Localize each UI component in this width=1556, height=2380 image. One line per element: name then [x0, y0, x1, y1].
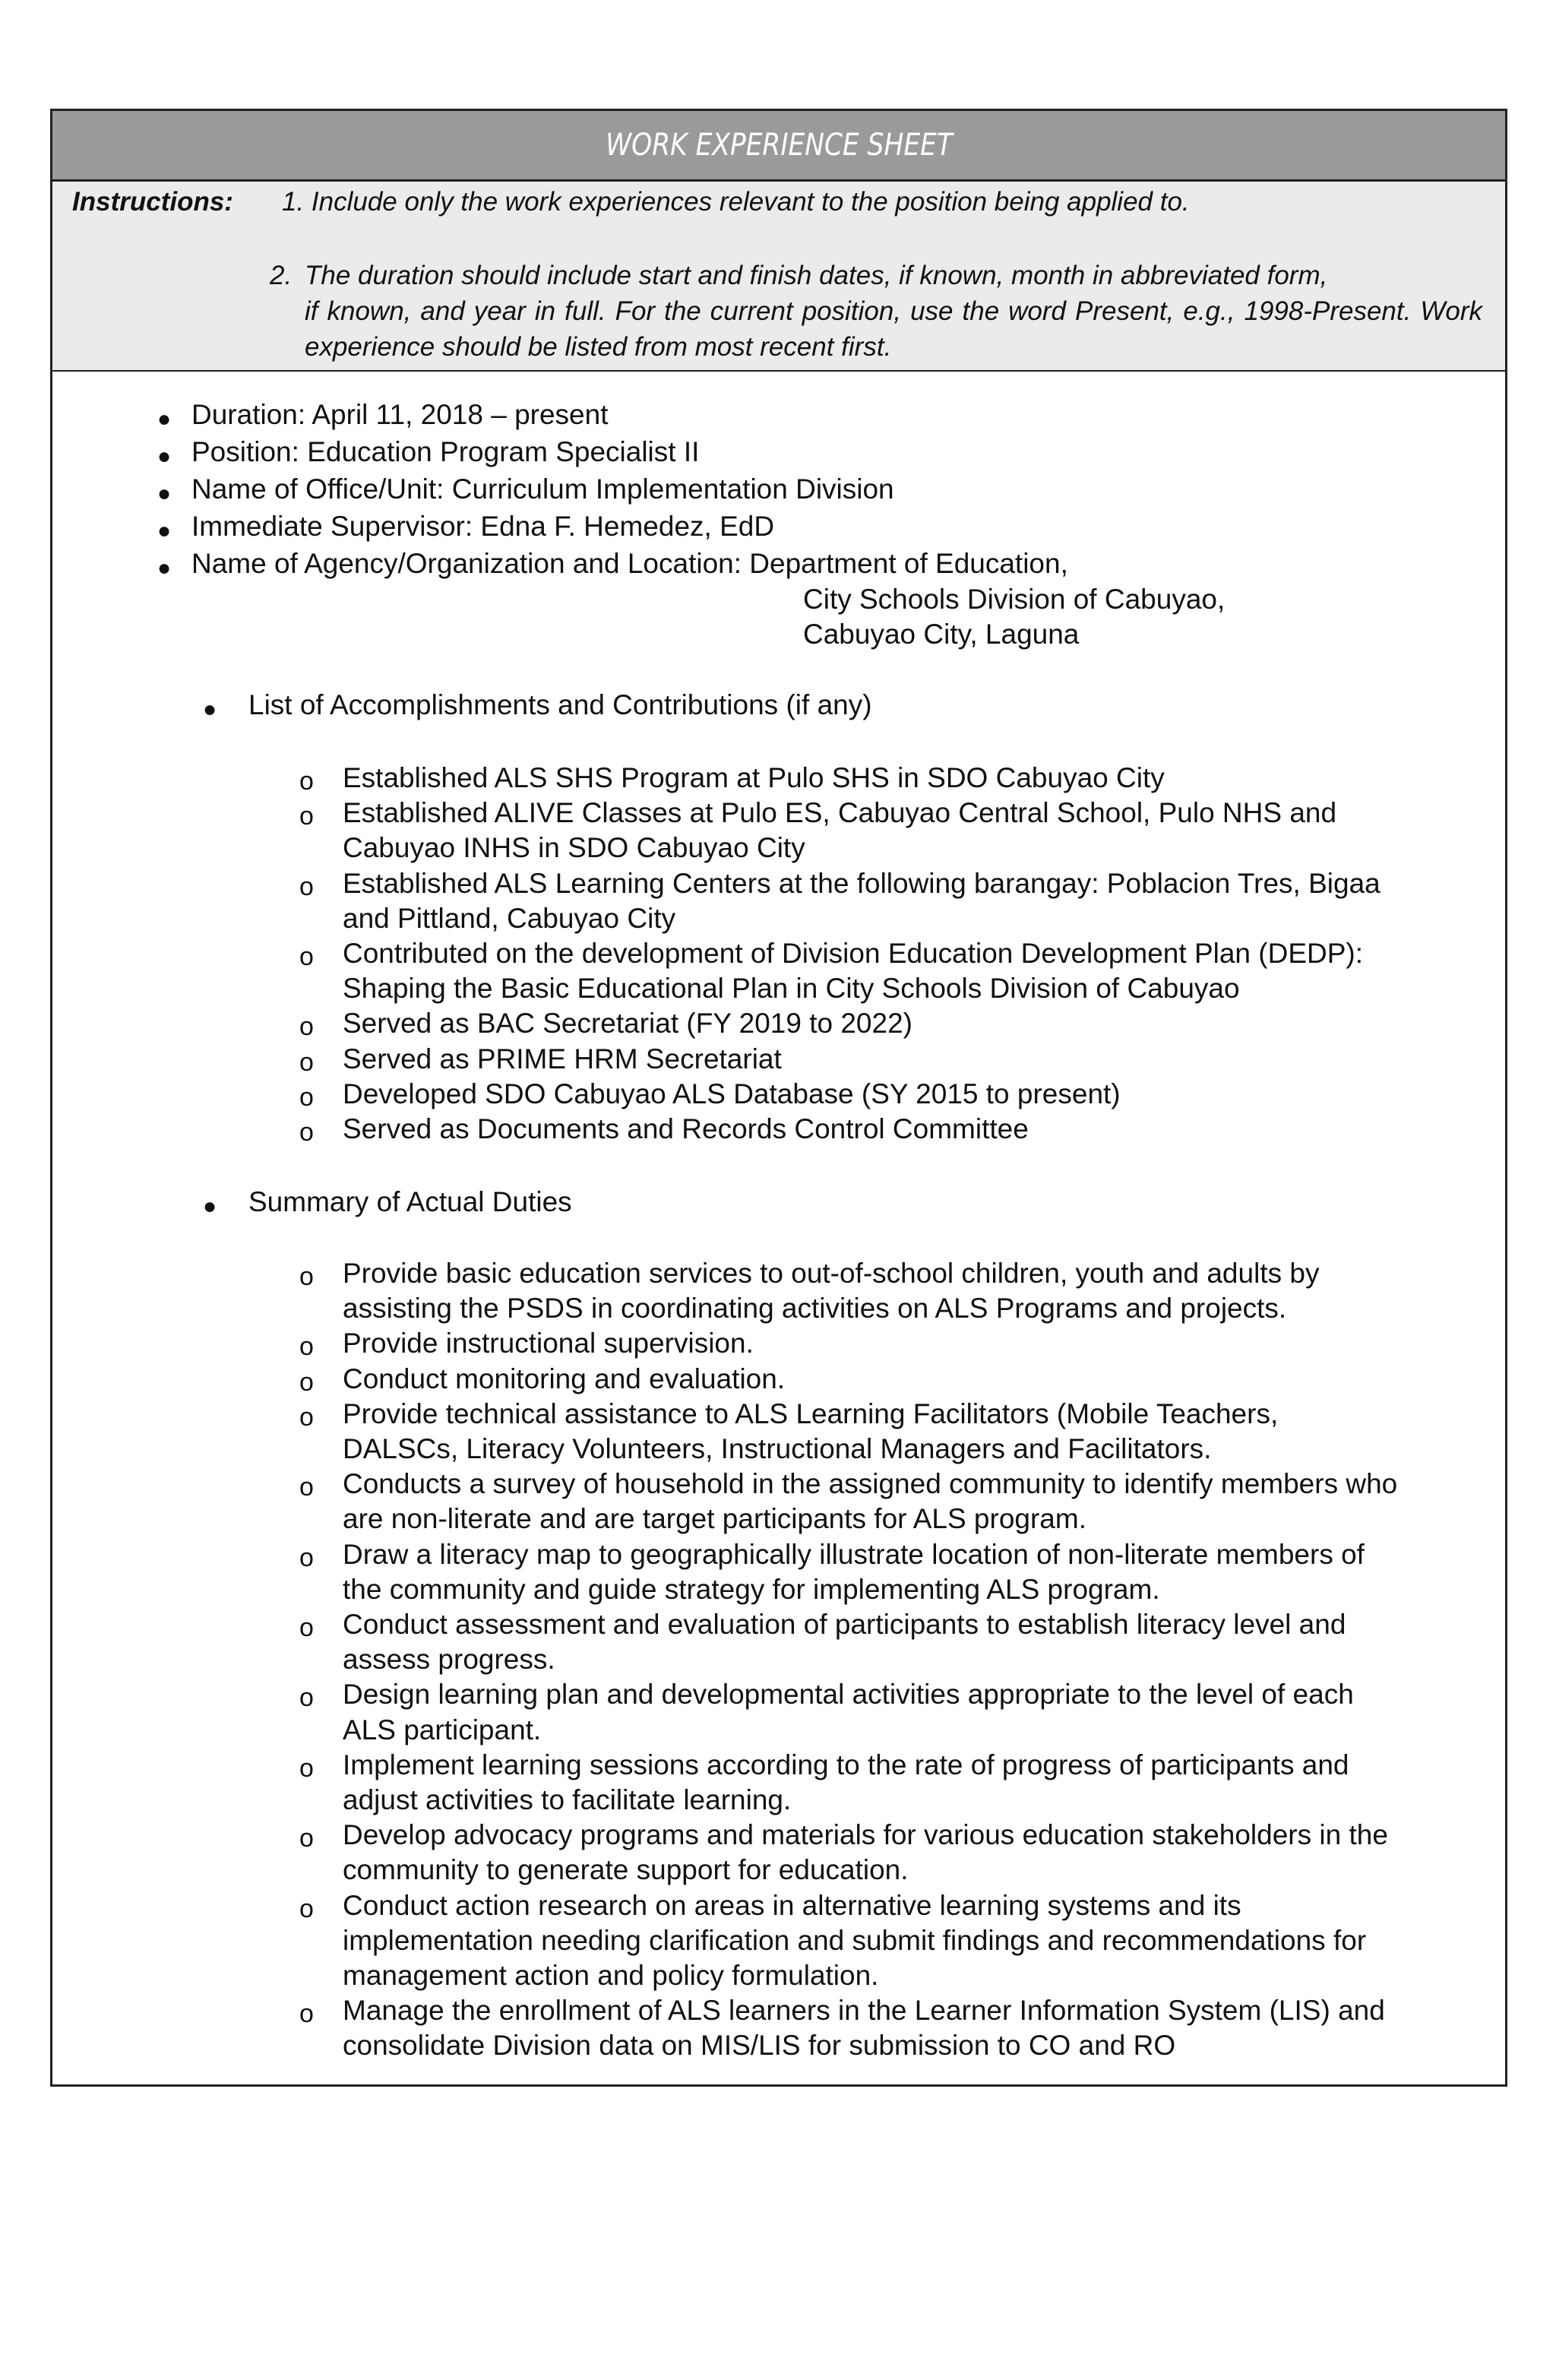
- duty-item: DALSCs, Literacy Volunteers, Instructional Managers and Facilitators.: [343, 1433, 1212, 1464]
- sheet-title: WORK EXPERIENCE SHEET: [605, 128, 953, 163]
- bullet-icon: ●: [203, 1194, 217, 1219]
- duty-item: management action and policy formulation.: [343, 1960, 879, 1991]
- accomplishment-item: Served as BAC Secretariat (FY 2019 to 2022): [343, 1008, 912, 1040]
- duty-item: Conduct monitoring and evaluation.: [343, 1362, 786, 1394]
- duty-item: Draw a literacy map to geographically illustrate location of non-literate members of: [343, 1538, 1365, 1570]
- duty-item: Conduct action research on areas in alternative learning systems and its: [343, 1889, 1241, 1921]
- circle-bullet-icon: o: [299, 872, 314, 901]
- duty-item: Provide technical assistance to ALS Learning Facilitators (Mobile Teachers,: [343, 1397, 1279, 1429]
- instruction-2-number: 2.: [270, 261, 293, 290]
- duty-item: Develop advocacy programs and materials for various education stakeholders in the: [343, 1819, 1388, 1851]
- accomplishment-item: Shaping the Basic Educational Plan in City Schools Division of Cabuyao: [343, 973, 1240, 1005]
- bullet-icon: ●: [157, 555, 172, 581]
- circle-bullet-icon: o: [299, 1473, 314, 1502]
- duty-item: Manage the enrollment of ALS learners in the Learner Information System (LIS) and: [343, 1995, 1385, 2027]
- circle-bullet-icon: o: [299, 802, 314, 831]
- circle-bullet-icon: o: [299, 1753, 314, 1783]
- circle-bullet-icon: o: [299, 1367, 314, 1397]
- circle-bullet-icon: o: [299, 767, 314, 796]
- duty-item: are non-literate and are target participants for ALS program.: [343, 1503, 1086, 1535]
- duration-field: Duration: April 11, 2018 – present: [191, 399, 609, 430]
- duty-item: ALS participant.: [343, 1714, 542, 1745]
- accomplishment-item: Established ALIVE Classes at Pulo ES, Cabuyao Central School, Pulo NHS and: [343, 797, 1337, 829]
- duty-item: Conducts a survey of household in the assigned community to identify members who: [343, 1468, 1398, 1500]
- duty-item: Design learning plan and developmental activities appropriate to the level of each: [343, 1679, 1354, 1711]
- circle-bullet-icon: o: [299, 1683, 314, 1713]
- bullet-icon: ●: [157, 518, 172, 543]
- duty-item: the community and guide strategy for implementing ALS program.: [343, 1573, 1160, 1605]
- instruction-1: 1. Include only the work experiences relevant to the position being applied to.: [282, 187, 1190, 217]
- circle-bullet-icon: o: [299, 1543, 314, 1572]
- circle-bullet-icon: o: [299, 942, 314, 971]
- instruction-2: [270, 258, 1482, 365]
- duty-item: assess progress.: [343, 1644, 555, 1676]
- circle-bullet-icon: o: [299, 1999, 314, 2029]
- position-field: Position: Education Program Specialist II: [191, 436, 700, 467]
- agency-field-line-3: Cabuyao City, Laguna: [803, 619, 1080, 650]
- bullet-icon: ●: [203, 697, 217, 722]
- agency-field-line-2: City Schools Division of Cabuyao,: [803, 584, 1226, 615]
- accomplishment-item: Cabuyao INHS in SDO Cabuyao City: [343, 832, 805, 864]
- accomplishment-item: Established ALS SHS Program at Pulo SHS in SDO Cabuyao City: [343, 762, 1165, 793]
- accomplishment-item: and Pittland, Cabuyao City: [343, 902, 676, 934]
- duty-item: Provide instructional supervision.: [343, 1328, 754, 1359]
- accomplishments-heading: List of Accomplishments and Contributions (if any): [248, 689, 872, 720]
- circle-bullet-icon: o: [299, 1012, 314, 1042]
- instructions-label: Instructions:: [72, 187, 233, 217]
- accomplishment-item: Established ALS Learning Centers at the following barangay: Poblacion Tres, Bigaa: [343, 867, 1380, 899]
- circle-bullet-icon: o: [299, 1402, 314, 1432]
- circle-bullet-icon: o: [299, 1613, 314, 1642]
- circle-bullet-icon: o: [299, 1082, 314, 1112]
- instruction-2-continuation: if known, and year in full. For the current position, use the word Present, e.g., 1998-Present. Work experience should be listed from most recent first.: [305, 296, 1482, 362]
- duties-heading: Summary of Actual Duties: [248, 1186, 572, 1217]
- office-field: Name of Office/Unit: Curriculum Implementation Division: [191, 473, 894, 505]
- duty-item: Provide basic education services to out-of-school children, youth and adults by: [343, 1258, 1320, 1289]
- work-experience-sheet: [50, 109, 1507, 2087]
- duty-item: community to generate support for education.: [343, 1854, 909, 1886]
- duty-item: assisting the PSDS in coordinating activities on ALS Programs and projects.: [343, 1293, 1287, 1325]
- duty-item: adjust activities to facilitate learning.: [343, 1784, 792, 1815]
- supervisor-field: Immediate Supervisor: Edna F. Hemedez, EdD: [191, 511, 775, 542]
- sheet-body: [52, 372, 1505, 2084]
- duty-item: Implement learning sessions according to the rate of progress of participants and: [343, 1749, 1349, 1780]
- circle-bullet-icon: o: [299, 1262, 314, 1291]
- bullet-icon: ●: [157, 407, 172, 432]
- circle-bullet-icon: o: [299, 1118, 314, 1147]
- agency-field: Name of Agency/Organization and Location: Department of Education,: [191, 548, 1068, 579]
- circle-bullet-icon: o: [299, 1894, 314, 1923]
- duty-item: consolidate Division data on MIS/LIS for submission to CO and RO: [343, 2030, 1176, 2062]
- duty-item: implementation needing clarification and submit findings and recommendations for: [343, 1924, 1367, 1956]
- bullet-icon: ●: [157, 481, 172, 506]
- circle-bullet-icon: o: [299, 1047, 314, 1077]
- accomplishment-item: Served as Documents and Records Control Committee: [343, 1113, 1029, 1144]
- instructions-box: [52, 182, 1505, 372]
- instruction-2-first-line: The duration should include start and finish dates, if known, month in abbreviated form,: [305, 261, 1328, 290]
- circle-bullet-icon: o: [299, 1824, 314, 1853]
- circle-bullet-icon: o: [299, 1332, 314, 1362]
- accomplishment-item: Contributed on the development of Division Education Development Plan (DEDP):: [343, 938, 1364, 969]
- duty-item: Conduct assessment and evaluation of participants to establish literacy level and: [343, 1609, 1346, 1640]
- sheet-title-bar: [52, 111, 1505, 182]
- accomplishment-item: Served as PRIME HRM Secretariat: [343, 1043, 782, 1074]
- bullet-icon: ●: [157, 444, 172, 469]
- accomplishment-item: Developed SDO Cabuyao ALS Database (SY 2015 to present): [343, 1078, 1121, 1109]
